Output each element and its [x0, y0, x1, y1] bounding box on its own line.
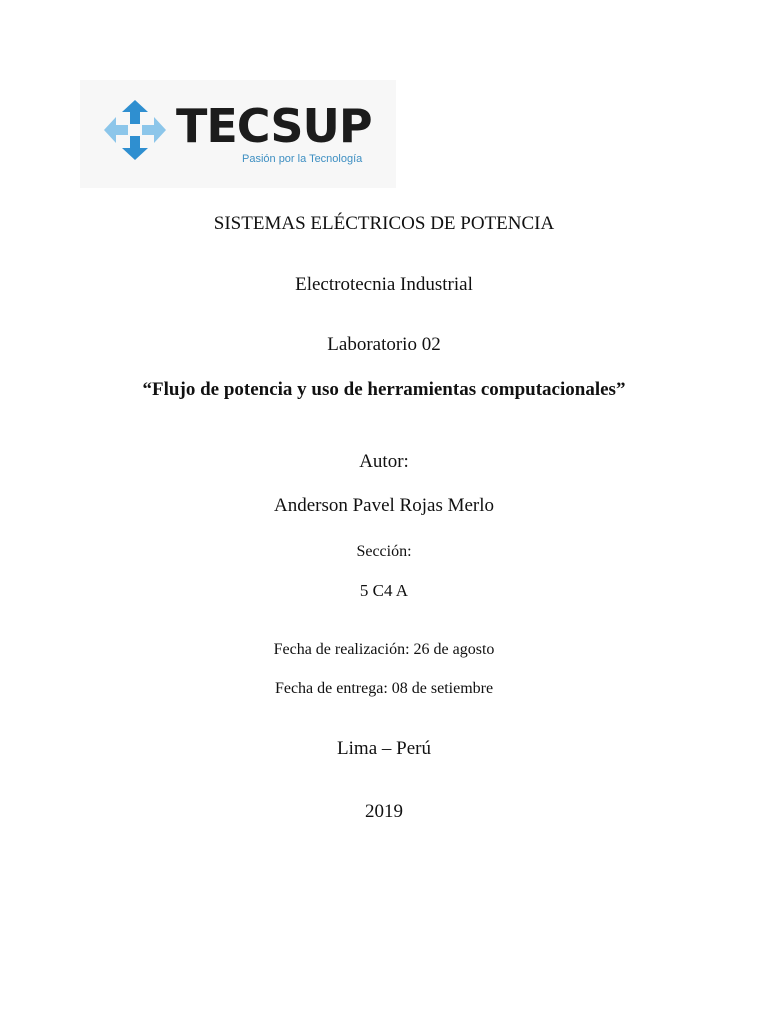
author-label: Autor:: [359, 451, 409, 472]
year: 2019: [365, 801, 403, 822]
tecsup-logo: [80, 80, 396, 188]
document-title: “Flujo de potencia y uso de herramientas computacionales”: [142, 379, 626, 400]
date-done: Fecha de realización: 26 de agosto: [273, 641, 495, 658]
logo-wordmark: TECSUP: [176, 99, 372, 153]
logo-tagline: Pasión por la Tecnología: [242, 153, 363, 165]
recycle-arrows-icon: [102, 98, 168, 162]
program-name: Electrotecnia Industrial: [295, 274, 473, 295]
date-delivery: Fecha de entrega: 08 de setiembre: [274, 680, 494, 697]
lab-number: Laboratorio 02: [327, 334, 441, 355]
author-name: Anderson Pavel Rojas Merlo: [273, 495, 495, 516]
place: Lima – Perú: [337, 738, 431, 759]
course-name: SISTEMAS ELÉCTRICOS DE POTENCIA: [213, 213, 555, 234]
section-label: Sección:: [356, 543, 412, 560]
section-value: 5 C4 A: [359, 581, 409, 600]
